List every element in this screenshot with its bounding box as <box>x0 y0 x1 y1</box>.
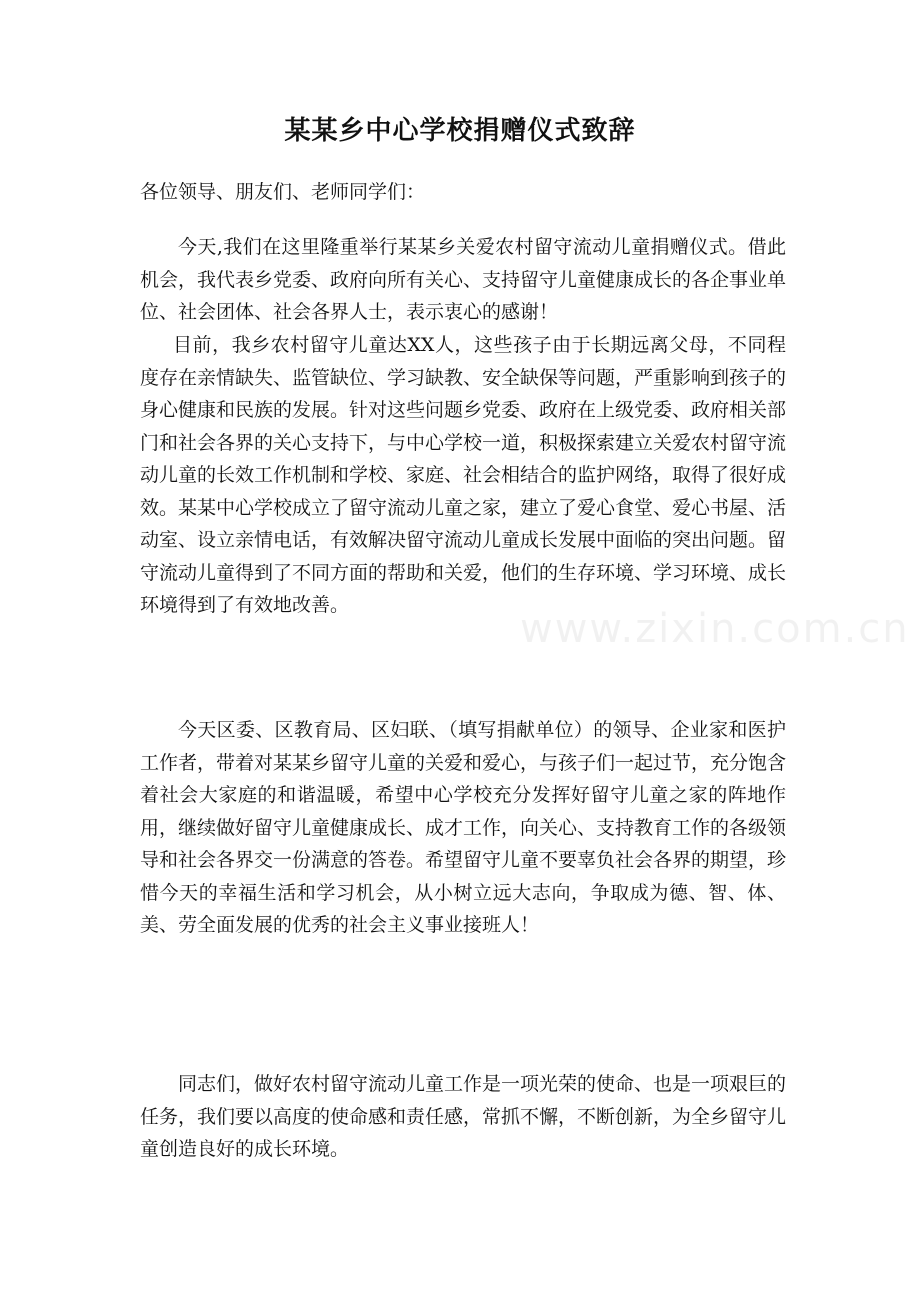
watermark: www.zixin.com.cn <box>520 606 910 652</box>
paragraph-4: 同志们，做好农村留守流动儿童工作是一项光荣的使命、也是一项艰巨的任务，我们要以高度的使命感和责任感，常抓不懈，不断创新，为全乡留守儿童创造良好的成长环境。 <box>140 1073 787 1160</box>
paragraph-1: 今天,我们在这里隆重举行某某乡关爱农村留守流动儿童捐赠仪式。借此机会，我代表乡党委、政府向所有关心、支持留守儿童健康成长的各企事业单位、社会团体、社会各界人士，表示衷心的感谢！ <box>140 236 787 323</box>
document-title: 某某乡中心学校捐赠仪式致辞 <box>284 116 636 146</box>
salutation: 各位领导、朋友们、老师同学们： <box>140 181 426 203</box>
paragraph-2: 目前，我乡农村留守儿童达XX人，这些孩子由于长期远离父母，不同程度存在亲情缺失、监管缺位、学习缺教、安全缺保等问题，严重影响到孩子的身心健康和民族的发展。针对这些问题乡党委、政府在上级党委、政府相关部门和社会各界的关心支持下，与中心学校一道，积极探索建立关爱农村留守流动儿童的长效工作机制和学校、家庭、社会相结合的监护网络，取得了很好成效。某某中心学校成立了留守流动儿童之家，建立了爱心食堂、爱心书屋、活动室、设立亲情电话，有效解决留守流动儿童成长发展中面临的突出问题。留守流动儿童得到了不同方面的帮助和关爱，他们的生存环境、学习环境、成长环境得到了有效地改善。 <box>140 334 787 616</box>
paragraph-3: 今天区委、区教育局、区妇联、（填写捐献单位）的领导、企业家和医护工作者，带着对某某乡留守儿童的关爱和爱心，与孩子们一起过节，充分饱含着社会大家庭的和谐温暖，希望中心学校充分发挥好留守儿童之家的阵地作用，继续做好留守儿童健康成长、成才工作，向关心、支持教育工作的各级领导和社会各界交一份满意的答卷。希望留守儿童不要辜负社会各界的期望，珍惜今天的幸福生活和学习机会，从小树立远大志向，争取成为德、智、体、美、劳全面发展的优秀的社会主义事业接班人！ <box>140 719 787 936</box>
